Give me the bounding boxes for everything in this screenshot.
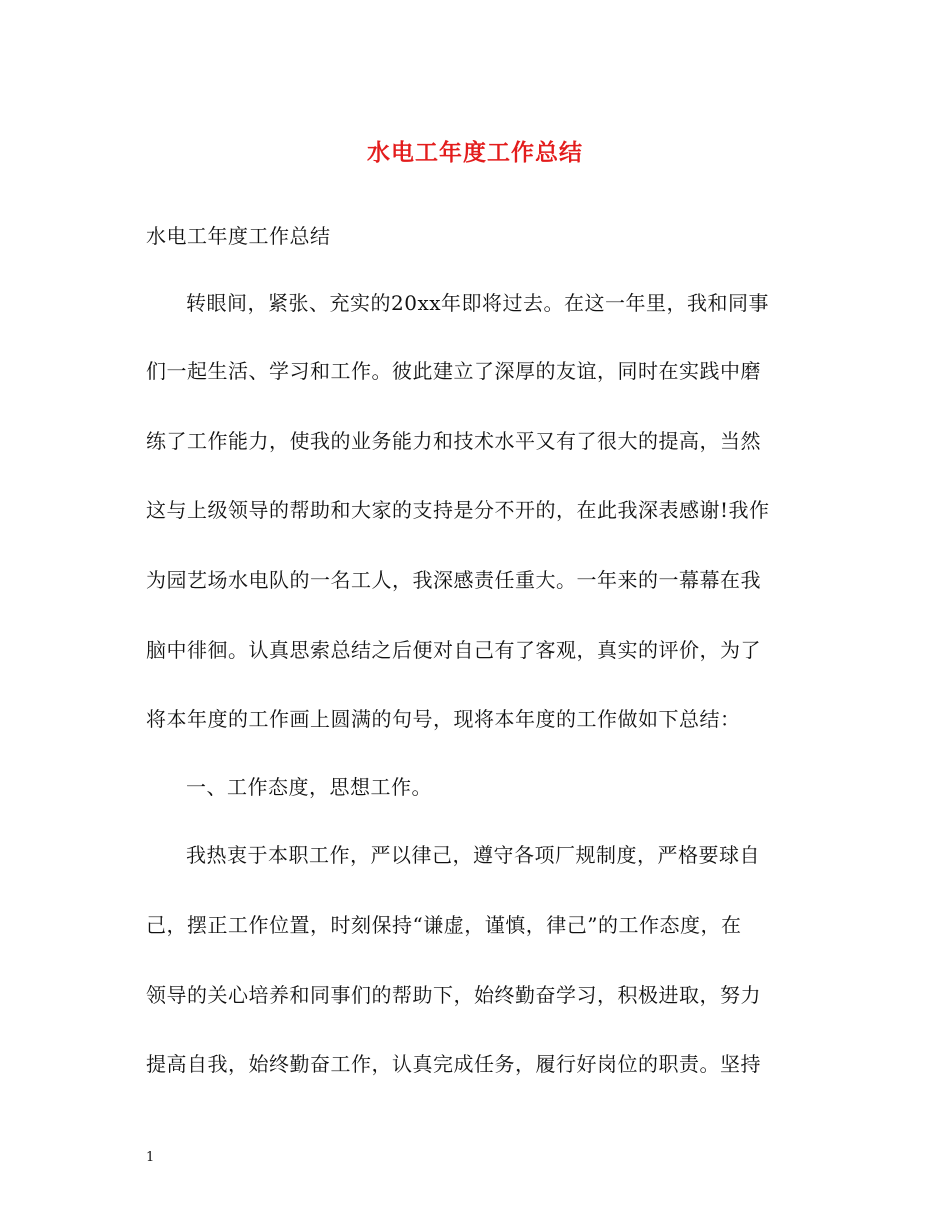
paragraph-line: 转眼间，紧张、充实的20xx年即将过去。在这一年里，我和同事 [186, 291, 770, 315]
paragraph-line: 练了工作能力，使我的业务能力和技术水平又有了很大的提高，当然 [146, 429, 761, 453]
paragraph-line: 己，摆正工作位置，时刻保持“谦虚，谨慎，律己”的工作态度，在 [146, 913, 742, 937]
paragraph-line: 为园艺场水电队的一名工人，我深感责任重大。一年来的一幕幕在我 [146, 568, 761, 592]
paragraph-line: 将本年度的工作画上圆满的句号，现将本年度的工作做如下总结： [146, 707, 741, 731]
section-heading: 一、工作态度，思想工作。 [186, 775, 432, 799]
paragraph-line: 提高自我，始终勤奋工作，认真完成任务，履行好岗位的职责。坚持 [146, 1052, 761, 1076]
paragraph-line: 领导的关心培养和同事们的帮助下，始终勤奋学习，积极进取，努力 [146, 983, 761, 1007]
paragraph-line: 们一起生活、学习和工作。彼此建立了深厚的友谊，同时在实践中磨 [146, 359, 761, 383]
page-number: 1 [146, 1150, 155, 1165]
document-subtitle: 水电工年度工作总结 [146, 224, 331, 248]
paragraph-line: 脑中徘徊。认真思索总结之后便对自己有了客观，真实的评价，为了 [146, 638, 761, 662]
paragraph-line: 这与上级领导的帮助和大家的支持是分不开的，在此我深表感谢!我作 [146, 498, 770, 522]
paragraph-line: 我热衷于本职工作，严以律己，遵守各项厂规制度，严格要球自 [186, 843, 760, 867]
document-title: 水电工年度工作总结 [367, 139, 583, 166]
